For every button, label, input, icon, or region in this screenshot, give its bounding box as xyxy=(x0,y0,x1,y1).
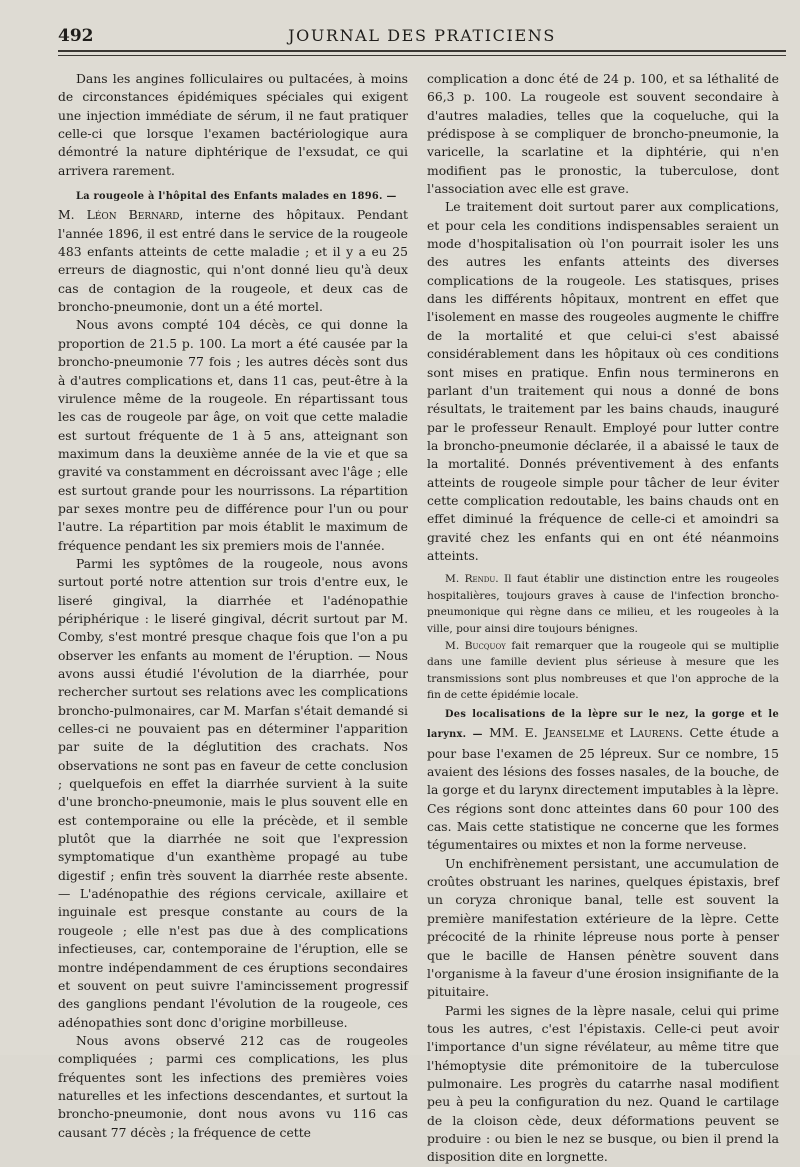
page-number: 492 xyxy=(58,26,94,46)
right-column xyxy=(427,70,779,1167)
paragraph: . Cette étude a pour base l'examen de 25 lépreux. Sur ce nombre, 15 avaient des lésions des fosses nasales, de la bouche, de la gorge et du larynx directement imputables à la lèpre. Ces régions sont donc atteintes dans 60 pour 100 des cas. Mais cette statistique ne concerne que les formes tégumentaires ou mixtes et non la forme nerveuse. xyxy=(427,726,779,853)
section-heading: Des localisations de la lèpre sur le nez, la gorge et le larynx. — xyxy=(427,709,779,741)
author-name: Laurens xyxy=(629,726,680,741)
section-measles xyxy=(58,186,408,316)
author-prefix: M. xyxy=(58,208,75,223)
author-prefix: M. xyxy=(445,573,460,586)
page-header xyxy=(58,22,786,52)
remark-rendu xyxy=(427,571,779,637)
author-prefix: M. xyxy=(445,639,460,652)
section-heading: La rougeole à l'hôpital des Enfants malades en 1896. — xyxy=(76,191,397,203)
author-name: Jeanselme xyxy=(544,726,605,741)
paragraph: Un enchifrènement persistant, une accumulation de croûtes obstruant les narines, quelques épistaxis, bref un coryza chronique banal, telle est souvent la première manifestation extérieure de la lèpre. Cette précocité de la rhinite lépreuse nous porte à penser que le bacille de Hansen pénètre souvent dans l'organisme à la faveur d'une érosion insignifiante de la pituitaire. xyxy=(427,856,779,1000)
author-name: Bucquoy xyxy=(464,639,506,652)
remark-text: . Il faut établir une distinction entre les rougeoles hospitalières, toujours graves à cause de l'infection broncho-pneumonique qui règne dans ce milieu, et les rougeoles à la ville, pour ainsi dire toujours bénignes. xyxy=(427,573,779,636)
paragraph: , interne des hôpitaux. Pendant l'année 1896, il est entré dans le service de la rougeole 483 enfants atteints de cette maladie ; et il y a eu 25 erreurs de diagnostic, qui n'ont donné lieu qu'à deux cas de contagion de la rougeole, et deux cas de broncho-pneumonie, dont un a été mortel. xyxy=(58,208,408,315)
remark-bucquoy xyxy=(427,638,779,704)
author-name: Rendu xyxy=(464,573,496,586)
conjunction: et xyxy=(604,726,630,741)
header-rule-thick xyxy=(58,50,786,52)
left-column xyxy=(58,70,408,1142)
paragraph: Parmi les signes de la lèpre nasale, celui qui prime tous les autres, c'est l'épistaxis. Celle-ci peut avoir l'importance d'un signe révélateur, au même titre que l'hémoptysie dite prémonitoire de la tuberculose pulmonaire. Les progrès du catarrhe nasal modifient peu à peu la configuration du nez. Quand le cartilage de la cloison cède, deux déformations peuvent se produire : ou bien le nez se busque, ou bien il prend la disposition dite en lorgnette. xyxy=(427,1003,779,1165)
header-rule-thin xyxy=(58,55,786,56)
author-name: Léon Bernard xyxy=(86,208,180,223)
author-prefix: MM. E. xyxy=(489,726,538,741)
paragraph: Dans les angines folliculaires ou pultacées, à moins de circonstances épidémiques spéciales qui exigent une injection immédiate de sérum, il ne faut pratiquer celle-ci que lorsque l'examen bactériologique aura démontré la nature diphtérique de l'exsudat, ce qui arrivera rarement. xyxy=(58,72,408,178)
remark-text: fait remarquer que la rougeole qui se multiplie dans une famille devient plus sérieuse à mesure que les transmissions sont plus nombreuses et que l'on approche de la fin de cette épidémie locale. xyxy=(427,639,780,702)
paragraph: Nous avons observé 212 cas de rougeoles compliquées ; parmi ces complications, les plus fréquentes sont les infections des premières voies naturelles et les infections descendantes, et surtout la broncho-pneumonie, dont nous avons vu 116 cas causant 77 décès ; la fréquence de cette xyxy=(58,1033,408,1140)
paragraph: Nous avons compté 104 décès, ce qui donne la proportion de 21.5 p. 100. La mort a été causée par la broncho-pneumonie 77 fois ; les autres décès sont dus à d'autres complications et, dans 11 cas, peut-être à la virulence même de la rougeole. En répartissant tous les cas de rougeole par âge, on voit que cette maladie est surtout fréquente de 1 à 5 ans, atteignant son maximum dans la deuxième année de la vie et que sa gravité va constamment en décroissant avec l'âge ; elle est surtout grande pour les nourrissons. La répartition par sexes montre peu de différence pour l'un ou pour l'autre. La répartition par mois établit le maximum de fréquence pendant les six premiers mois de l'année. xyxy=(58,318,408,553)
section-leprosy xyxy=(427,704,779,855)
journal-title: JOURNAL DES PRATICIENS xyxy=(288,26,556,45)
paragraph: complication a donc été de 24 p. 100, et sa léthalité de 66,3 p. 100. La rougeole est souvent secondaire à d'autres maladies, telles que la coqueluche, qui la prédispose à se compliquer de broncho-pneumonie, la varicelle, la scarlatine et la diphtérie, qui n'en modifient pas le pronostic, la tuberculose, dont l'association avec elle est grave. xyxy=(427,72,779,197)
paragraph: Parmi les syptômes de la rougeole, nous avons surtout porté notre attention sur trois d'entre eux, le liseré gingival, la diarrhée et l'adénopathie périphérique : le liseré gingival, décrit surtout par M. Comby, s'est montré presque chaque fois que l'on a pu observer les enfants au moment de l'éruption. — Nous avons aussi étudié l'évolution de la diarrhée, pour rechercher surtout ses relations avec les complications broncho-pulmonaires, car M. Marfan s'était demandé si celles-ci ne pouvaient pas en déterminer l'apparition par suite de la déglutition des crachats. Nos observations ne sont pas en faveur de cette conclusion ; quelquefois en effet la diarrhée survient à la suite d'une broncho-pneumonie, mais le plus souvent elle en est contemporaine ou elle la précède, et il semble plutôt que la diarrhée ne soit que l'expression symptomatique d'un exanthème propagé au tube digestif ; enfin très souvent la diarrhée reste absente. — L'adénopathie des régions cervicale, axillaire et inguinale est presque constante au cours de la rougeole ; elle n'est pas due à des complications infectieuses, car, contemporaine de l'éruption, elle se montre indépendamment de ces éruptions secondaires et souvent on peut suivre l'amincissement progressif des ganglions pendant l'évolution de la rougeole, ces adénopathies sont donc d'origine morbilleuse. xyxy=(58,556,408,1030)
paragraph: Le traitement doit surtout parer aux complications, et pour cela les conditions indispensables seraient un mode d'hospitalisation où l'on pourrait isoler les uns des autres les enfants atteints des diverses complications de la rougeole. Les statisques, prises dans les différents hôpitaux, montrent en effet que l'isolement en masse des rougeoles augmente le chiffre de la mortalité et que celui-ci s'est abaissé considérablement dans les hôpitaux où ces conditions sont mises en pratique. Enfin nous terminerons en parlant d'un traitement qui nous a donné de bons résultats, le traitement par les bains chauds, inauguré par le professeur Renault. Employé pour lutter contre la broncho-pneumonie déclarée, il a abaissé le taux de la mortalité. Donnés préventivement à des enfants atteints de rougeole simple pour tâcher de leur éviter cette complication redoutable, les bains chauds ont en effet diminué la fréquence de celle-ci et amoindri sa gravité chez les enfants qui en ont été néanmoins atteints. xyxy=(427,200,779,563)
